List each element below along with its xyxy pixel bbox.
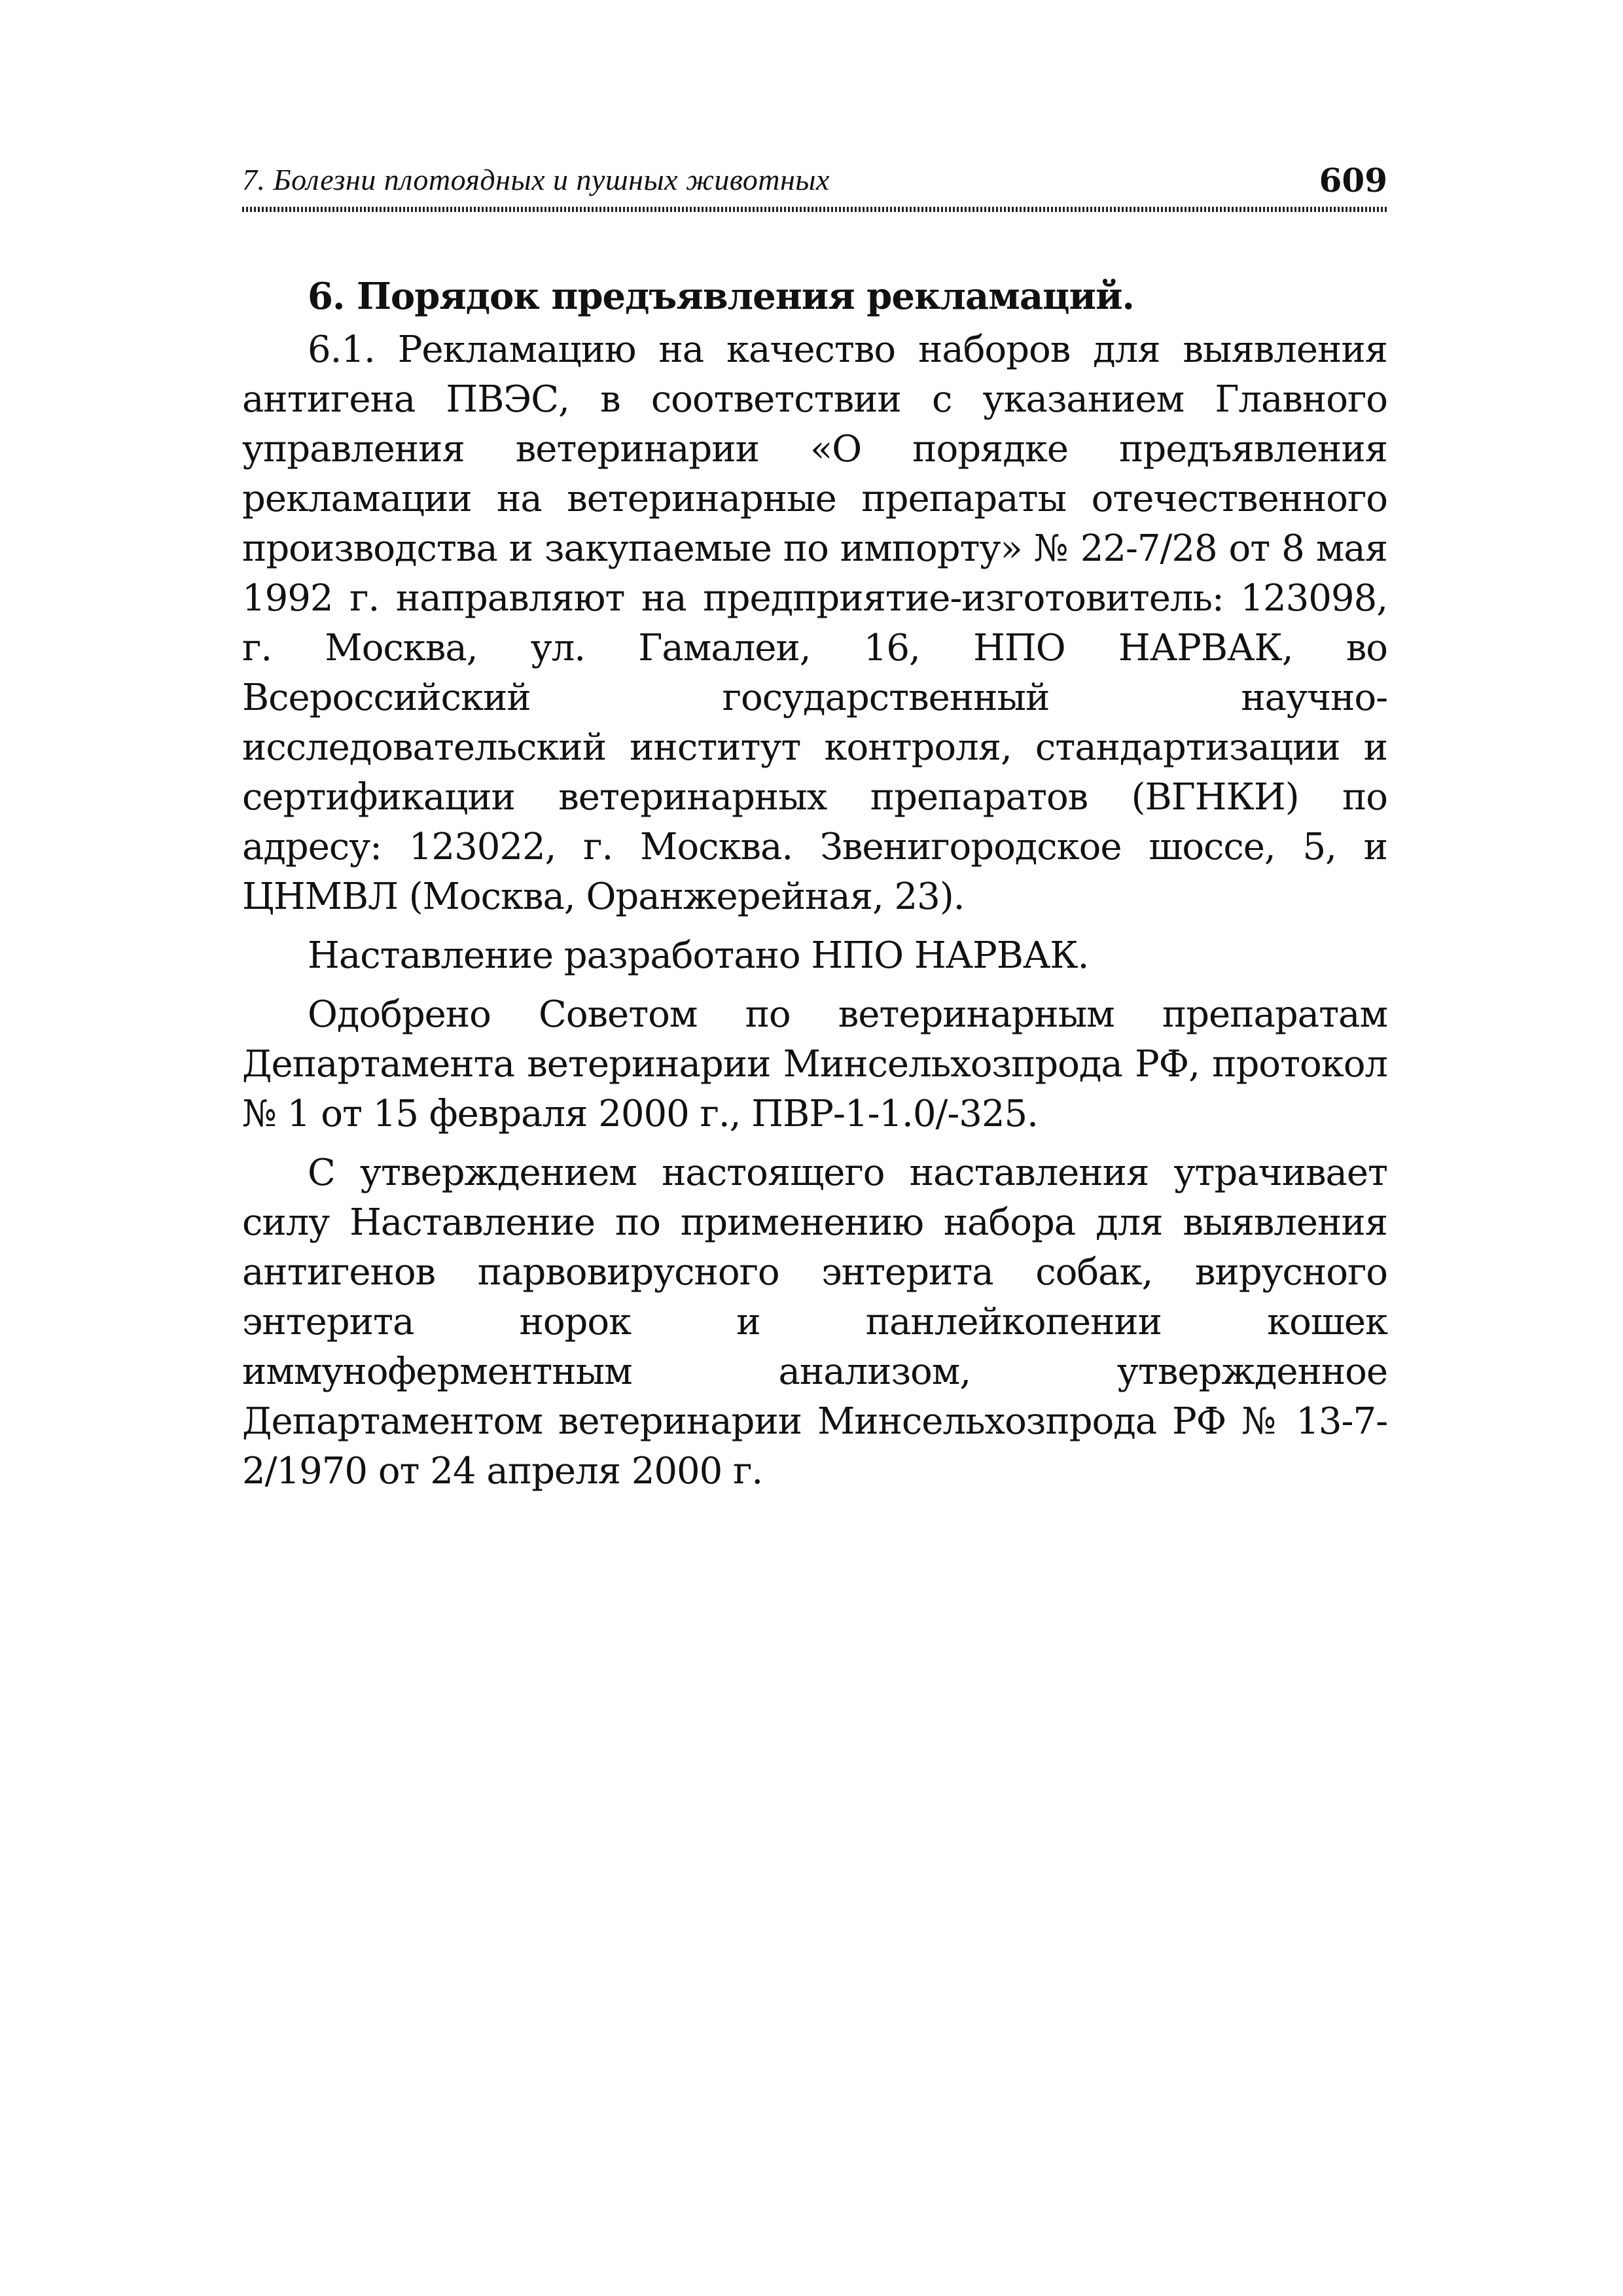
paragraph-approval: Одобрено Советом по ветеринарным препаратам Департамента ветеринарии Минсельхозпрода РФ, протокол № 1 от 15 февраля 2000 г., ПВР-1-1.0/-325. <box>242 993 1387 1135</box>
section-heading: 6. Порядок предъявления рекламаций. <box>308 275 1135 318</box>
paragraph-reclamation: 6.1. Рекламацию на качество наборов для выявления антигена ПВЭС, в соответствии с указанием Главного управления ветеринарии «О порядке предъявления рекламации на ветеринарные препараты отечественного производства и закупаемые по импорту» № 22-7/28 от 8 мая 1992 г. направляют на предприятие-изготовитель: 123098, г. Москва, ул. Гамалеи, 16, НПО НАРВАК, во Всероссийский государственный научно-исследовательский институт контроля, стандартизации и сертификации ветеринарных препаратов (ВГНКИ) по адресу: 123022, г. Москва. Звенигородское шоссе, 5, и ЦНМВЛ (Москва, Оранжерейная, 23). <box>242 328 1387 918</box>
running-header <box>242 160 1387 206</box>
page-number: 609 <box>1319 161 1387 200</box>
paragraph-supersedes: С утверждением настоящего наставления утрачивает силу Наставление по применению набора для выявления антигенов парвовирусного энтерита собак, вирусного энтерита норок и панлейкопении кошек иммуноферментным анализом, утвержденное Департаментом ветеринарии Минсельхозпрода РФ № 13-7-2/1970 от 24 апреля 2000 г. <box>242 1152 1387 1492</box>
body-text <box>242 272 1387 1506</box>
running-title: 7. Болезни плотоядных и пушных животных <box>242 163 830 196</box>
header-rule <box>242 207 1387 212</box>
paragraph-developer: Наставление разработано НПО НАРВАК. <box>308 934 1089 977</box>
